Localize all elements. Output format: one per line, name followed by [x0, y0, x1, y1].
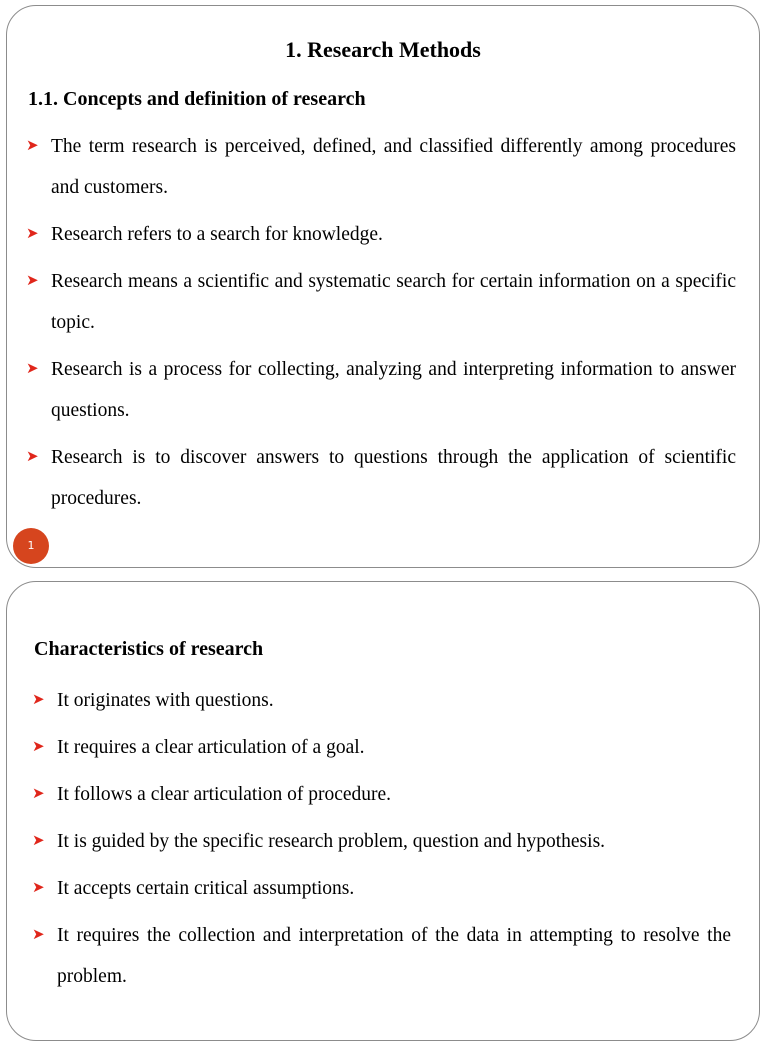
list-item — [32, 680, 731, 721]
arrow-bullet-icon: ➤ — [32, 786, 45, 802]
bullet-list — [32, 680, 731, 1003]
bullet-text: It is guided by the specific research problem, question and hypothesis. — [57, 831, 606, 852]
list-item — [26, 349, 736, 431]
arrow-bullet-icon: ➤ — [26, 449, 39, 465]
arrow-bullet-icon: ➤ — [26, 226, 39, 242]
bullet-text: The term research is perceived, defined, and classified differently among procedures and customers. — [51, 136, 736, 198]
bullet-text: Research refers to a search for knowledge. — [51, 224, 383, 245]
list-item — [26, 261, 736, 343]
arrow-bullet-icon: ➤ — [26, 273, 39, 289]
arrow-bullet-icon: ➤ — [26, 138, 39, 154]
bullet-text: It originates with questions. — [57, 690, 274, 711]
list-item — [26, 437, 736, 519]
bullet-text: It follows a clear articulation of procedure. — [57, 784, 392, 805]
list-item — [26, 214, 736, 255]
section-heading: 1.1. Concepts and definition of research — [28, 88, 366, 110]
arrow-bullet-icon: ➤ — [32, 692, 45, 708]
slide-title: 1. Research Methods — [285, 37, 481, 62]
arrow-bullet-icon: ➤ — [32, 739, 45, 755]
list-item — [32, 821, 731, 862]
bullet-text: It requires a clear articulation of a goal. — [57, 737, 365, 758]
bullet-text: It requires the collection and interpretation of the data in attempting to resolve the problem. — [57, 925, 731, 987]
arrow-bullet-icon: ➤ — [32, 833, 45, 849]
bullet-text: It accepts certain critical assumptions. — [57, 878, 355, 899]
list-item — [32, 774, 731, 815]
arrow-bullet-icon: ➤ — [32, 927, 45, 943]
slide-1 — [6, 5, 760, 568]
slide-2 — [6, 581, 760, 1041]
list-item — [32, 868, 731, 909]
list-item — [32, 727, 731, 768]
section-heading: Characteristics of research — [34, 638, 264, 660]
bullet-list — [26, 126, 736, 525]
arrow-bullet-icon: ➤ — [26, 361, 39, 377]
list-item — [26, 126, 736, 208]
list-item — [32, 915, 731, 997]
bullet-text: Research is to discover answers to questions through the application of scientific procedures. — [51, 447, 736, 509]
page-number-badge: 1 — [13, 528, 49, 564]
arrow-bullet-icon: ➤ — [32, 880, 45, 896]
bullet-text: Research means a scientific and systematic search for certain information on a specific topic. — [51, 271, 736, 333]
bullet-text: Research is a process for collecting, analyzing and interpreting information to answer questions. — [51, 359, 736, 421]
